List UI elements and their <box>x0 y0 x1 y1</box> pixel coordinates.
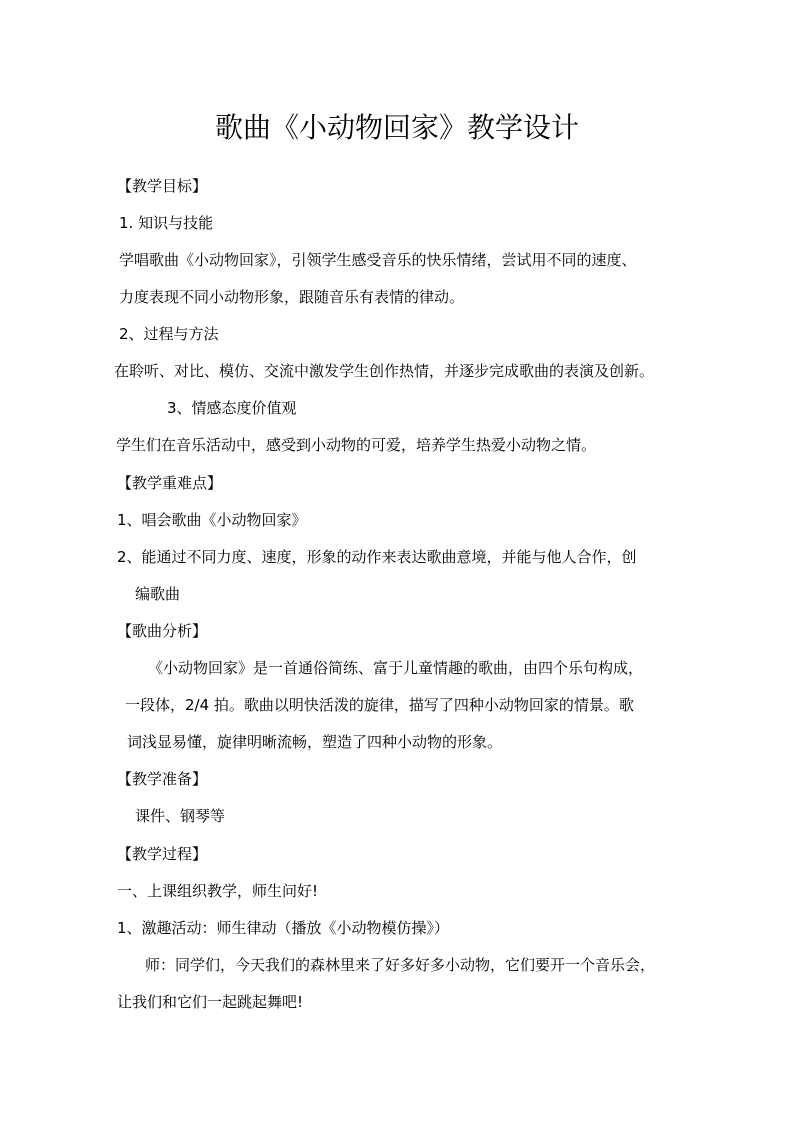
section-heading-preparation: 【教学准备】 <box>117 770 208 788</box>
section-heading-process: 【教学过程】 <box>117 845 208 863</box>
section-heading-song-analysis: 【歌曲分析】 <box>117 622 208 640</box>
subheading-emotion-values: 3、情感态度价值观 <box>167 399 297 417</box>
step-item: 1、激趣活动：师生律动（播放《小动物模仿操》） <box>117 919 450 937</box>
paragraph-line: 让我们和它们一起跳起舞吧! <box>117 993 304 1011</box>
paragraph-line: 《小动物回家》是一首通俗简练、富于儿童情趣的歌曲，由四个乐句构成， <box>148 659 644 677</box>
paragraph-line: 一段体，2/4 拍。歌曲以明快活泼的旋律，描写了四种小动物回家的情景。歌 <box>125 696 634 714</box>
paragraph-line: 学生们在音乐活动中，感受到小动物的可爱，培养学生热爱小动物之情。 <box>116 436 597 454</box>
section-heading-key-points: 【教学重难点】 <box>117 474 223 492</box>
subheading-knowledge-skills: 1. 知识与技能 <box>119 214 214 232</box>
subheading-process-method: 2、过程与方法 <box>119 325 219 343</box>
paragraph-line: 学唱歌曲《小动物回家》，引领学生感受音乐的快乐情绪，尝试用不同的速度、 <box>119 251 637 269</box>
paragraph-line: 词浅显易懂，旋律明晰流畅，塑造了四种小动物的形象。 <box>127 733 503 751</box>
list-item: 2、能通过不同力度、速度，形象的动作来表达歌曲意境，并能与他人合作，创 <box>117 548 637 566</box>
document-title: 歌曲《小动物回家》教学设计 <box>214 111 579 144</box>
paragraph-line: 在聆听、对比、模仿、交流中激发学生创作热情，并逐步完成歌曲的表演及创新。 <box>114 362 655 380</box>
paragraph-line: 师：同学们，今天我们的森林里来了好多好多小动物，它们要开一个音乐会， <box>145 956 656 974</box>
step-heading: 一、上课组织教学，师生问好! <box>117 882 319 900</box>
section-heading-objectives: 【教学目标】 <box>117 177 208 195</box>
list-item-continuation: 编歌曲 <box>135 585 181 603</box>
list-item: 1、唱会歌曲《小动物回家》 <box>117 511 307 529</box>
paragraph-line: 课件、钢琴等 <box>135 807 226 825</box>
paragraph-line: 力度表现不同小动物形象，跟随音乐有表情的律动。 <box>119 288 465 306</box>
